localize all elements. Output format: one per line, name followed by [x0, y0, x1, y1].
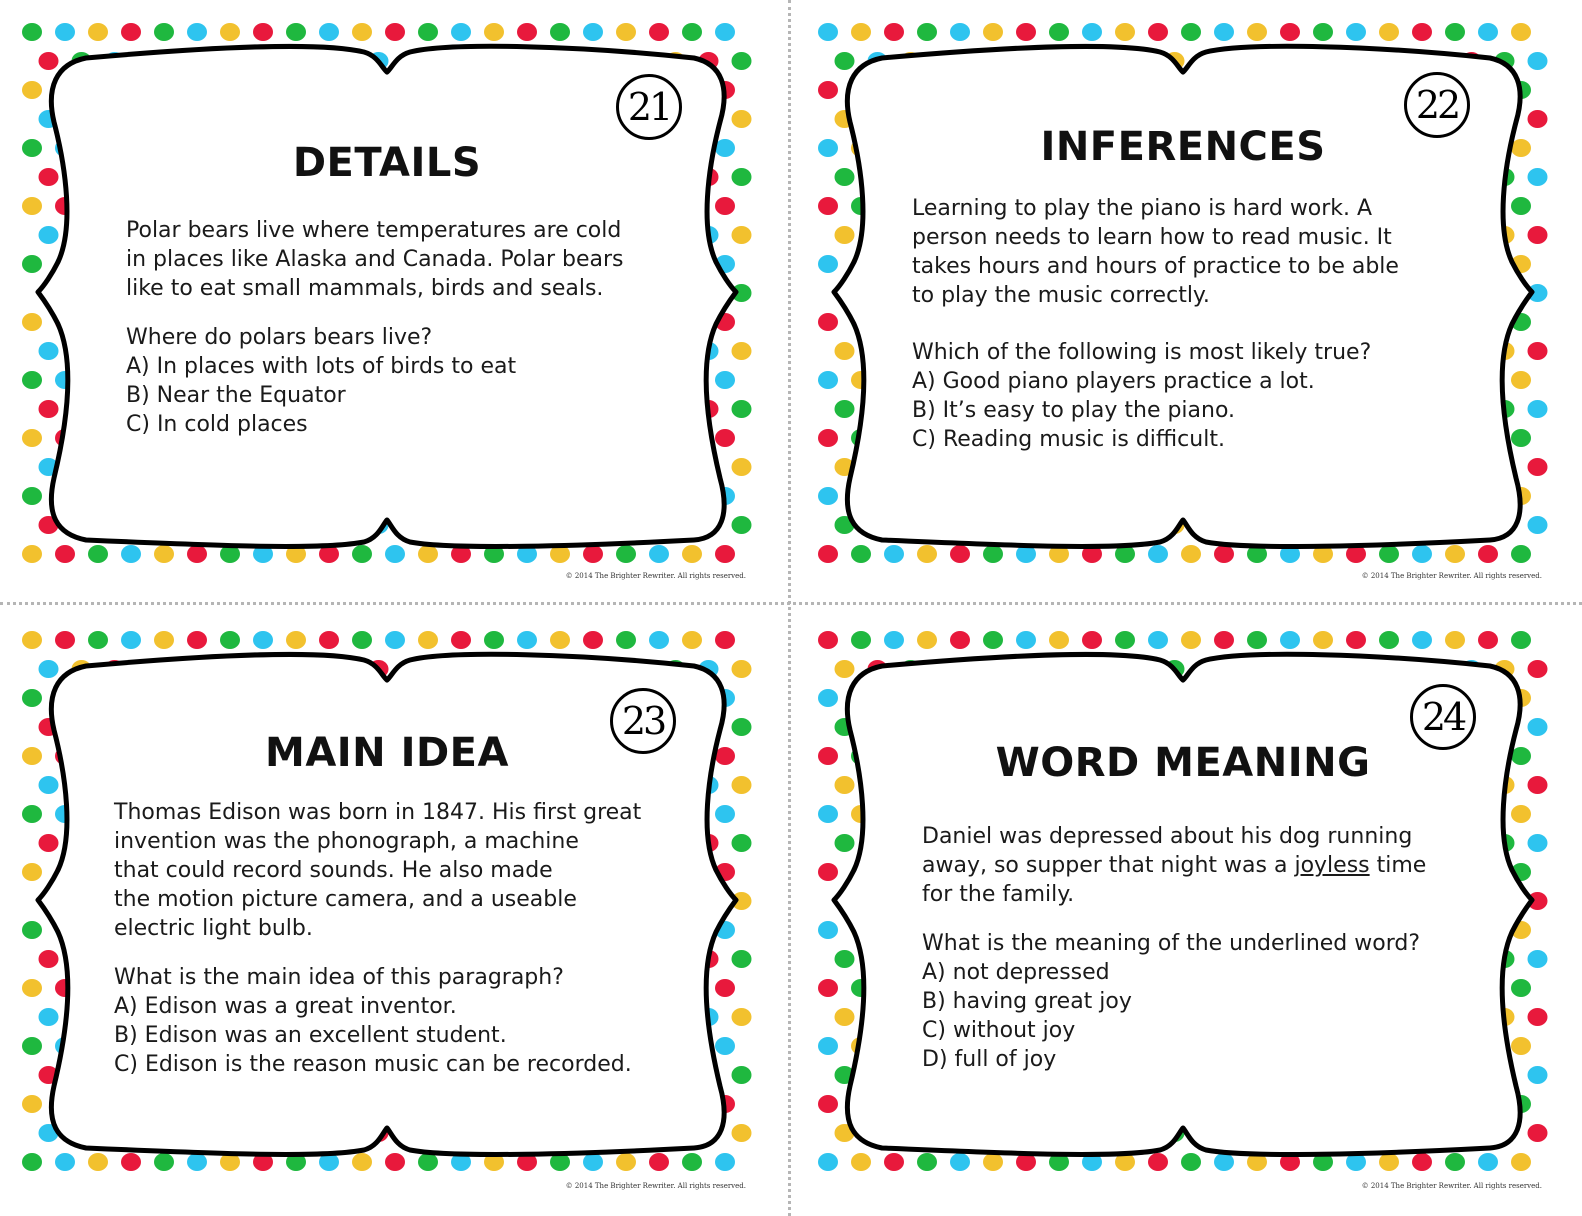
polka-dot: [22, 429, 42, 447]
passage-line: invention was the phonograph, a machine: [114, 829, 579, 854]
polka-dot: [1214, 545, 1234, 563]
polka-dot: [835, 168, 855, 186]
passage-line: Learning to play the piano is hard work. A: [912, 196, 1373, 221]
answer-option: C) without joy: [922, 1018, 1076, 1043]
polka-dot: [1528, 458, 1548, 476]
polka-dot: [1478, 23, 1498, 41]
passage-line: the motion picture camera, and a useable: [114, 887, 577, 912]
horizontal-cut-line: [0, 602, 1582, 605]
polka-dot: [818, 1095, 838, 1113]
polka-dot: [385, 1153, 405, 1171]
answer-option: B) Near the Equator: [126, 383, 346, 408]
polka-dot: [550, 631, 570, 649]
polka-dot: [451, 631, 471, 649]
polka-dot: [732, 226, 752, 244]
polka-dot: [154, 545, 174, 563]
polka-dot: [1528, 1066, 1548, 1084]
polka-dot: [22, 313, 42, 331]
polka-dot: [1412, 545, 1432, 563]
polka-dot: [55, 545, 75, 563]
polka-dot: [1313, 23, 1333, 41]
card-body: [114, 798, 641, 1079]
polka-dot: [682, 23, 702, 41]
polka-dot: [22, 487, 42, 505]
polka-dot: [715, 631, 735, 649]
polka-dot: [88, 23, 108, 41]
card-body: [922, 822, 1426, 1074]
polka-dot: [22, 81, 42, 99]
underlined-word: joyless: [1294, 853, 1370, 878]
passage-line: Thomas Edison was born in 1847. His first great: [114, 800, 642, 825]
polka-dot: [1412, 23, 1432, 41]
polka-dot: [1528, 342, 1548, 360]
polka-dot: [818, 689, 838, 707]
polka-dot: [818, 255, 838, 273]
polka-dot: [39, 400, 59, 418]
polka-dot: [1346, 631, 1366, 649]
polka-dot: [550, 23, 570, 41]
polka-dot: [818, 545, 838, 563]
polka-dot: [1115, 23, 1135, 41]
polka-dot: [1478, 1153, 1498, 1171]
polka-dot: [732, 52, 752, 70]
card-title: MAIN IDEA: [265, 730, 509, 776]
card-title: DETAILS: [292, 140, 482, 186]
polka-dot: [1214, 1153, 1234, 1171]
polka-dot: [187, 545, 207, 563]
question-text: What is the main idea of this paragraph?: [114, 965, 564, 990]
polka-dot: [1412, 631, 1432, 649]
polka-dot: [835, 834, 855, 852]
passage-line: to play the music correctly.: [912, 283, 1210, 308]
passage-line: [922, 851, 1426, 880]
polka-dot: [732, 516, 752, 534]
polka-dot: [154, 1153, 174, 1171]
polka-dot: [1280, 23, 1300, 41]
polka-dot: [22, 979, 42, 997]
polka-dot: [1379, 1153, 1399, 1171]
polka-dot: [1511, 631, 1531, 649]
polka-dot: [517, 23, 537, 41]
polka-dot: [220, 631, 240, 649]
passage-line: for the family.: [922, 882, 1075, 907]
polka-dot: [835, 400, 855, 418]
passage-line: Polar bears live where temperatures are cold: [126, 218, 622, 243]
answer-option: A) Good piano players practice a lot.: [912, 369, 1315, 394]
passage-line: electric light bulb.: [114, 916, 313, 941]
polka-dot: [253, 23, 273, 41]
polka-dot: [950, 1153, 970, 1171]
polka-dot: [1247, 23, 1267, 41]
polka-dot: [917, 1153, 937, 1171]
polka-dot: [818, 197, 838, 215]
question-text: Where do polars bears live?: [126, 325, 433, 350]
polka-dot: [55, 631, 75, 649]
polka-dot: [39, 226, 59, 244]
polka-dot: [851, 23, 871, 41]
polka-dot: [1148, 545, 1168, 563]
polka-dot: [154, 631, 174, 649]
answer-option: C) Edison is the reason music can be recorded.: [114, 1052, 632, 1077]
polka-dot: [917, 23, 937, 41]
polka-dot: [22, 255, 42, 273]
answer-option: B) It’s easy to play the piano.: [912, 398, 1236, 423]
task-card-24: [818, 626, 1548, 1190]
polka-dot: [484, 23, 504, 41]
polka-dot: [732, 1124, 752, 1142]
polka-dot: [1528, 516, 1548, 534]
polka-dot: [818, 313, 838, 331]
copyright-note: © 2014 The Brighter Rewriter. All rights reserved.: [1361, 1182, 1542, 1190]
polka-dot: [835, 226, 855, 244]
polka-dot: [22, 1095, 42, 1113]
polka-dot: [55, 1153, 75, 1171]
polka-dot: [649, 631, 669, 649]
polka-dot: [1016, 23, 1036, 41]
polka-dot: [1511, 1153, 1531, 1171]
polka-dot: [1511, 979, 1531, 997]
polka-dot: [1247, 631, 1267, 649]
polka-dot: [732, 1066, 752, 1084]
polka-dot: [1379, 545, 1399, 563]
polka-dot: [1528, 52, 1548, 70]
polka-dot: [983, 23, 1003, 41]
polka-dot: [715, 1037, 735, 1055]
polka-dot: [818, 863, 838, 881]
polka-dot: [818, 371, 838, 389]
polka-dot: [352, 631, 372, 649]
answer-option: B) having great joy: [922, 989, 1132, 1014]
polka-dot: [286, 23, 306, 41]
polka-dot: [22, 371, 42, 389]
question-text: What is the meaning of the underlined word?: [922, 931, 1421, 956]
polka-dot: [682, 1153, 702, 1171]
card-number-badge: 24: [1410, 684, 1476, 750]
polka-dot: [884, 23, 904, 41]
card-body: [126, 216, 623, 439]
polka-dot: [121, 23, 141, 41]
polka-dot: [1528, 718, 1548, 736]
polka-dot: [39, 776, 59, 794]
polka-dot: [1478, 631, 1498, 649]
answer-option: A) In places with lots of birds to eat: [126, 354, 517, 379]
polka-dot: [220, 23, 240, 41]
polka-dot: [1082, 23, 1102, 41]
polka-dot: [517, 631, 537, 649]
card-number-badge: 22: [1404, 72, 1470, 138]
polka-dot: [835, 950, 855, 968]
polka-dot: [1049, 631, 1069, 649]
polka-dot: [22, 1037, 42, 1055]
polka-dot: [583, 545, 603, 563]
polka-dot: [1049, 23, 1069, 41]
polka-dot: [616, 545, 636, 563]
polka-dot: [682, 545, 702, 563]
polka-dot: [835, 1008, 855, 1026]
polka-dot: [732, 950, 752, 968]
card-body: [912, 194, 1399, 454]
polka-dot: [1528, 834, 1548, 852]
polka-dot: [732, 1008, 752, 1026]
polka-dot: [352, 1153, 372, 1171]
polka-dot: [1445, 631, 1465, 649]
polka-dot: [1528, 1124, 1548, 1142]
passage-line: that could record sounds. He also made: [114, 858, 553, 883]
passage-line: person needs to learn how to read music. It: [912, 225, 1392, 250]
polka-dot: [1528, 950, 1548, 968]
polka-dot: [1511, 197, 1531, 215]
polka-dot: [818, 1153, 838, 1171]
polka-dot: [1115, 631, 1135, 649]
polka-dot: [1511, 23, 1531, 41]
polka-dot: [1181, 631, 1201, 649]
polka-dot: [1379, 631, 1399, 649]
copyright-note: © 2014 The Brighter Rewriter. All rights reserved.: [1361, 572, 1542, 580]
polka-dot: [22, 689, 42, 707]
polka-dot: [187, 23, 207, 41]
answer-option: D) full of joy: [922, 1047, 1057, 1072]
polka-dot: [649, 545, 669, 563]
polka-dot: [715, 979, 735, 997]
task-card-22: [818, 18, 1548, 578]
polka-dot: [1511, 429, 1531, 447]
polka-dot: [39, 950, 59, 968]
answer-option: C) In cold places: [126, 412, 308, 437]
polka-dot: [884, 1153, 904, 1171]
polka-dot: [39, 342, 59, 360]
answer-option: A) not depressed: [922, 960, 1110, 985]
polka-dot: [385, 631, 405, 649]
polka-dot: [22, 921, 42, 939]
polka-dot: [732, 342, 752, 360]
polka-dot: [352, 23, 372, 41]
polka-dot: [22, 197, 42, 215]
polka-dot: [732, 776, 752, 794]
polka-dot: [950, 545, 970, 563]
polka-dot: [616, 631, 636, 649]
polka-dot: [950, 23, 970, 41]
polka-dot: [818, 631, 838, 649]
polka-dot: [950, 631, 970, 649]
polka-dot: [1214, 631, 1234, 649]
polka-dot: [835, 52, 855, 70]
polka-dot: [983, 545, 1003, 563]
polka-dot: [286, 631, 306, 649]
polka-dot: [484, 631, 504, 649]
polka-dot: [187, 1153, 207, 1171]
passage-text: away, so supper that night was a: [922, 853, 1295, 878]
polka-dot: [1528, 660, 1548, 678]
answer-option: C) Reading music is difficult.: [912, 427, 1225, 452]
polka-dot: [732, 834, 752, 852]
answer-option: A) Edison was a great inventor.: [114, 994, 457, 1019]
polka-dot: [715, 429, 735, 447]
polka-dot: [917, 545, 937, 563]
polka-dot: [121, 1153, 141, 1171]
card-number-badge: 23: [610, 688, 676, 754]
polka-dot: [1148, 1153, 1168, 1171]
polka-dot: [818, 1037, 838, 1055]
polka-dot: [917, 631, 937, 649]
polka-dot: [418, 23, 438, 41]
polka-dot: [583, 1153, 603, 1171]
passage-line: like to eat small mammals, birds and seals.: [126, 276, 604, 301]
polka-dot: [818, 805, 838, 823]
polka-dot: [154, 23, 174, 41]
polka-dot: [715, 23, 735, 41]
polka-dot: [835, 660, 855, 678]
card-title: WORD MEANING: [995, 740, 1371, 786]
polka-dot: [385, 545, 405, 563]
polka-dot: [1280, 631, 1300, 649]
polka-dot: [818, 921, 838, 939]
polka-dot: [55, 23, 75, 41]
copyright-note: © 2014 The Brighter Rewriter. All rights reserved.: [565, 1182, 746, 1190]
polka-dot: [1445, 23, 1465, 41]
polka-dot: [1528, 168, 1548, 186]
polka-dot: [1511, 371, 1531, 389]
polka-dot: [649, 1153, 669, 1171]
card-title: INFERENCES: [1040, 124, 1326, 170]
polka-dot: [22, 805, 42, 823]
copyright-note: © 2014 The Brighter Rewriter. All rights reserved.: [565, 572, 746, 580]
polka-dot: [352, 545, 372, 563]
answer-option: B) Edison was an excellent student.: [114, 1023, 507, 1048]
polka-dot: [818, 81, 838, 99]
polka-dot: [884, 631, 904, 649]
polka-dot: [851, 545, 871, 563]
polka-dot: [1181, 545, 1201, 563]
polka-dot: [715, 197, 735, 215]
polka-dot: [88, 631, 108, 649]
polka-dot: [1379, 23, 1399, 41]
polka-dot: [22, 545, 42, 563]
polka-dot: [319, 631, 339, 649]
polka-dot: [1148, 631, 1168, 649]
polka-dot: [121, 631, 141, 649]
polka-dot: [649, 23, 669, 41]
polka-dot: [1082, 631, 1102, 649]
polka-dot: [715, 1153, 735, 1171]
polka-dot: [418, 1153, 438, 1171]
polka-dot: [418, 545, 438, 563]
polka-dot: [1528, 400, 1548, 418]
polka-dot: [1313, 631, 1333, 649]
polka-dot: [1528, 1008, 1548, 1026]
polka-dot: [616, 23, 636, 41]
polka-dot: [818, 979, 838, 997]
polka-dot: [851, 1153, 871, 1171]
polka-dot: [715, 805, 735, 823]
polka-dot: [1181, 23, 1201, 41]
passage-line: Daniel was depressed about his dog running: [922, 824, 1413, 849]
polka-dot: [1445, 1153, 1465, 1171]
polka-dot: [39, 1008, 59, 1026]
polka-dot: [22, 1153, 42, 1171]
polka-dot: [451, 23, 471, 41]
task-card-21: [22, 18, 752, 578]
polka-dot: [253, 631, 273, 649]
task-card-23: [22, 626, 752, 1190]
polka-dot: [682, 631, 702, 649]
polka-dot: [187, 631, 207, 649]
polka-dot: [732, 660, 752, 678]
passage-line: in places like Alaska and Canada. Polar bears: [126, 247, 624, 272]
polka-dot: [39, 52, 59, 70]
passage-text: time: [1369, 853, 1427, 878]
polka-dot: [732, 400, 752, 418]
question-text: Which of the following is most likely true?: [912, 340, 1372, 365]
polka-dot: [1511, 805, 1531, 823]
polka-dot: [983, 631, 1003, 649]
polka-dot: [884, 545, 904, 563]
polka-dot: [616, 1153, 636, 1171]
polka-dot: [39, 834, 59, 852]
polka-dot: [732, 110, 752, 128]
polka-dot: [22, 863, 42, 881]
passage-line: takes hours and hours of practice to be able: [912, 254, 1399, 279]
polka-dot: [1181, 1153, 1201, 1171]
vertical-cut-line: [788, 0, 791, 1216]
polka-dot: [715, 371, 735, 389]
polka-dot: [39, 660, 59, 678]
polka-dot: [583, 23, 603, 41]
polka-dot: [732, 458, 752, 476]
polka-dot: [88, 1153, 108, 1171]
card-number-badge: 21: [616, 74, 682, 140]
polka-dot: [851, 631, 871, 649]
polka-dot: [1511, 545, 1531, 563]
polka-dot: [835, 342, 855, 360]
polka-dot: [1016, 631, 1036, 649]
polka-dot: [1148, 23, 1168, 41]
polka-dot: [1478, 545, 1498, 563]
polka-dot: [1528, 226, 1548, 244]
polka-dot: [818, 23, 838, 41]
polka-dot: [818, 429, 838, 447]
polka-dot: [715, 545, 735, 563]
polka-dot: [1412, 1153, 1432, 1171]
polka-dot: [88, 545, 108, 563]
polka-dot: [818, 487, 838, 505]
polka-dot: [319, 23, 339, 41]
polka-dot: [22, 23, 42, 41]
polka-dot: [1445, 545, 1465, 563]
polka-dot: [418, 631, 438, 649]
polka-dot: [385, 23, 405, 41]
polka-dot: [22, 631, 42, 649]
polka-dot: [1346, 23, 1366, 41]
polka-dot: [1511, 1037, 1531, 1055]
polka-dot: [1214, 23, 1234, 41]
polka-dot: [121, 545, 141, 563]
polka-dot: [983, 1153, 1003, 1171]
polka-dot: [583, 631, 603, 649]
